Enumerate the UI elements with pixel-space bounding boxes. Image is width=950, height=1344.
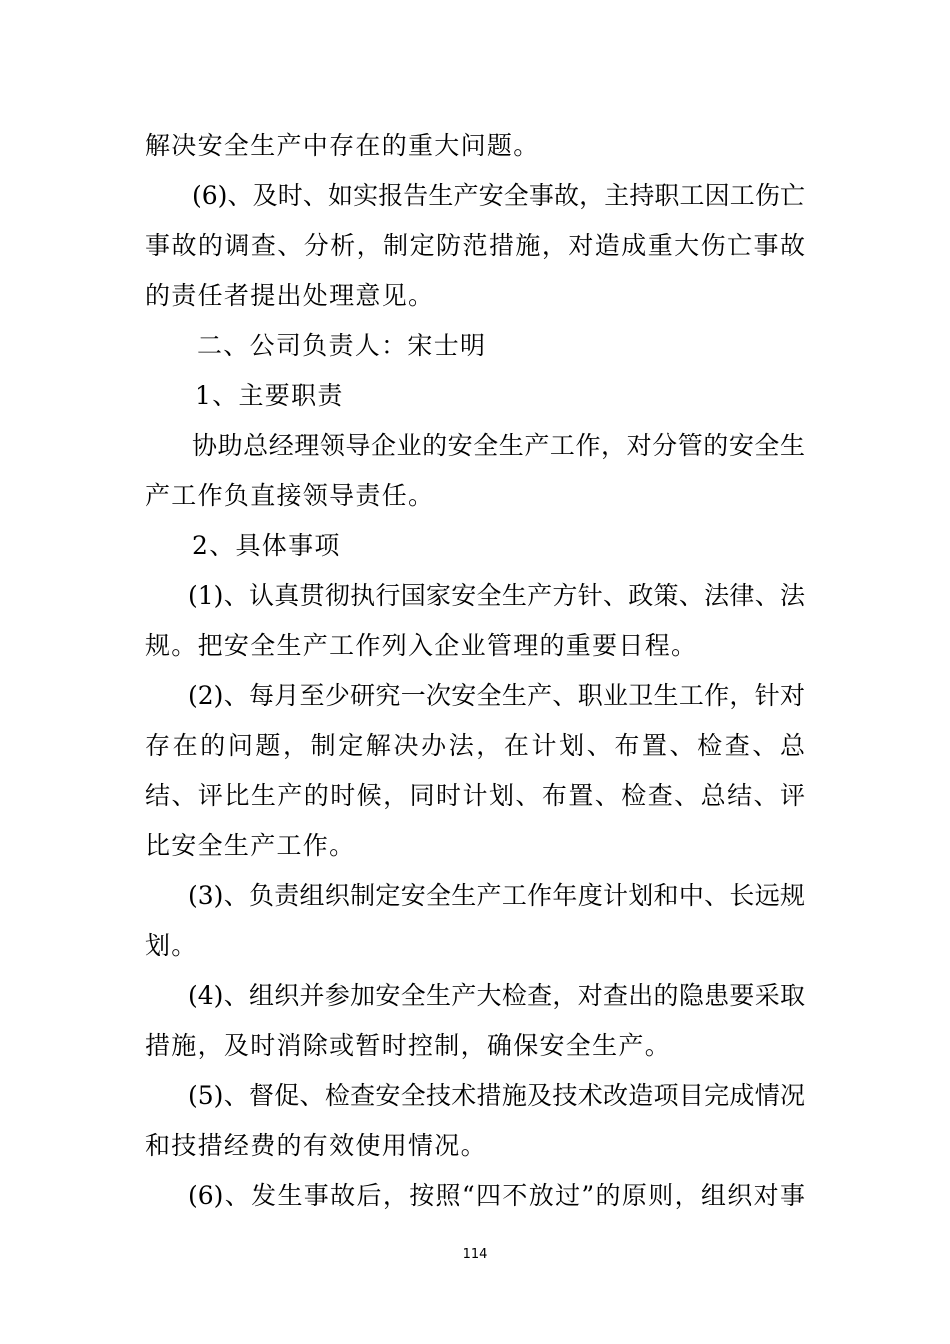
text-line: 解决安全生产中存在的重大问题。: [145, 131, 540, 160]
section-heading: 二、公司负责人：宋士明: [197, 331, 487, 360]
text-line: 划。: [145, 931, 198, 960]
text-line: 结、评比生产的时候，同时计划、布置、检查、总结、评: [145, 781, 805, 810]
text-line: 规。把安全生产工作列入企业管理的重要日程。: [145, 631, 698, 660]
text-line: (6)、及时、如实报告生产安全事故，主持职工因工伤亡: [192, 181, 805, 210]
text-line: 存在的问题，制定解决办法，在计划、布置、检查、总: [145, 731, 805, 760]
text-line: 比安全生产工作。: [145, 831, 356, 860]
page-number: 114: [462, 1247, 488, 1262]
text-line: (2)、每月至少研究一次安全生产、职业卫生工作，针对: [188, 681, 805, 710]
text-line: (3)、负责组织制定安全生产工作年度计划和中、长远规: [188, 881, 805, 910]
text-line: (1)、认真贯彻执行国家安全生产方针、政策、法律、法: [188, 581, 805, 610]
subsection-heading: 2、具体事项: [192, 531, 341, 560]
text-line: (5)、督促、检查安全技术措施及技术改造项目完成情况: [188, 1081, 805, 1110]
text-line: (6)、发生事故后，按照“四不放过”的原则，组织对事: [188, 1181, 805, 1210]
text-line: 措施，及时消除或暂时控制，确保安全生产。: [145, 1031, 672, 1060]
text-line: 产工作负直接领导责任。: [145, 481, 435, 510]
text-line: (4)、组织并参加安全生产大检查，对查出的隐患要采取: [188, 981, 805, 1010]
text-line: 协助总经理领导企业的安全生产工作，对分管的安全生: [192, 431, 805, 460]
text-line: 的责任者提出处理意见。: [145, 281, 435, 310]
subsection-heading: 1、主要职责: [195, 381, 344, 410]
text-line: 和技措经费的有效使用情况。: [145, 1131, 487, 1160]
text-line: 事故的调查、分析，制定防范措施，对造成重大伤亡事故: [145, 231, 805, 260]
